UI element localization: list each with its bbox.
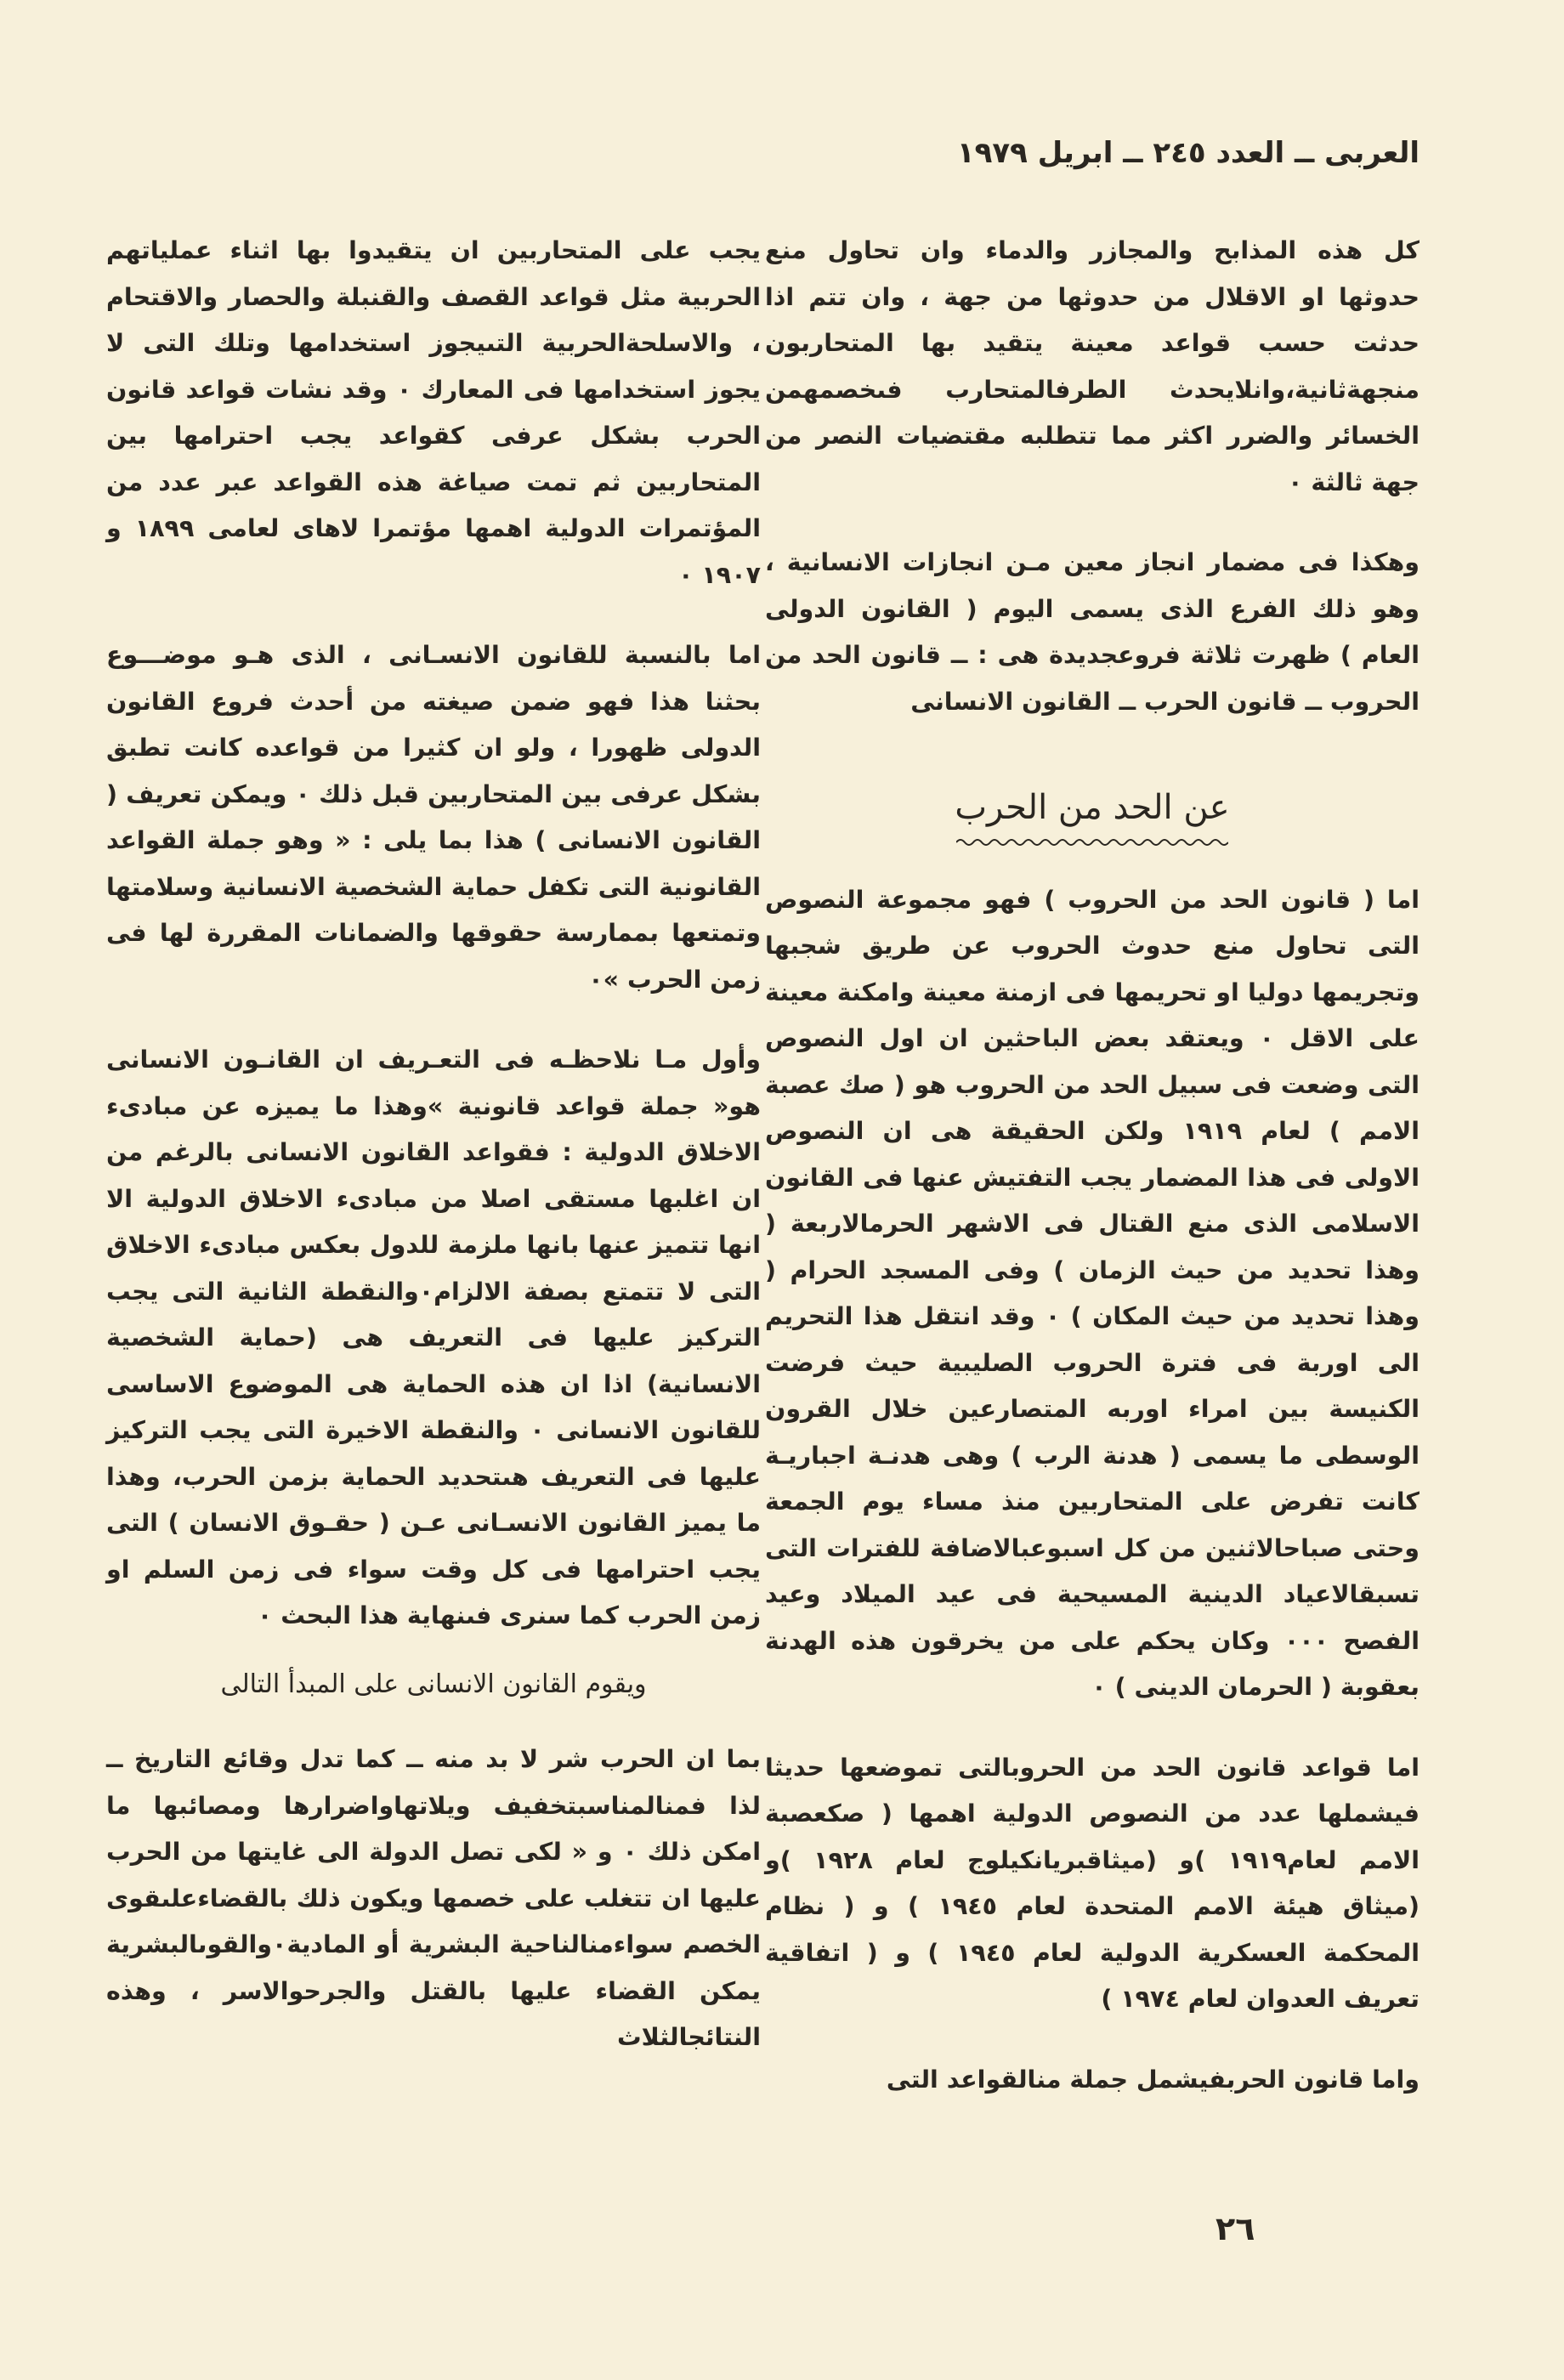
page-number: ٢٦	[1216, 2210, 1255, 2247]
left-paragraph-4: بما ان الحرب شر لا بد منه ــ كما تدل وقائع التاريخ ــ لذا فمنالمناسبتخفيف ويلاتهاواضرارها ومصائبها ما امكن ذلك ٠ و « لكى تصل الدولة الى غايتها من الحرب عليها ان تتغلب على خصمها ويكون ذلك بالقضاءعلىقوى الخصم سواءمنالناحية البشرية أو المادية٠والقوىالبشرية يمكن القضاء عليها بالقتل والجرحوالاسر ، وهذه النتائجالثلاث	[106, 1745, 761, 2051]
left-column	[106, 228, 761, 2095]
right-paragraph-1: كل هذه المذابح والمجازر والدماء وان تحاول منع حدوثها او الاقلال من حدوثها من جهة ، وان تتم اذا حدثت حسب قواعد معينة يتقيد بها المتحاربون منجهةثانية،وانلايحدث الطرفالمتحارب فىخصمهمن الخسائر والضرر اكثر مما تتطلبه مقتضيات النصر من جهة ثالثة ٠	[765, 236, 1420, 496]
right-paragraph-3: اما ( قانون الحد من الحروب ) فهو مجموعة النصوص التى تحاول منع حدوث الحروب عن طريق شجبها وتجريمها دوليا او تحريمها فى ازمنة معينة وامكنة معينة على الاقل ٠ ويعتقد بعض الباحثين ان اول النصوص التى وضعت فى سبيل الحد من الحروب هو ( صك عصبة الامم ) لعام ١٩١٩ ولكن الحقيقة هى ان النصوص الاولى فى هذا المضمار يجب التفتيش عنها فى القانون الاسلامى الذى منع القتال فى الاشهر الحرمالاربعة ( وهذا تحديد من حيث الزمان ) وفى المسجد الحرام ( وهذا تحديد من حيث المكان ) ٠ وقد انتقل هذا التحريم الى اوربة فى فترة الحروب الصليبية حيث فرضت الكنيسة بين امراء اوربه المتصارعين خلال القرون الوسطى ما يسمى ( هدنة الرب ) وهى هدنـة اجباريـة كانت تفرض على المتحاربين منذ مساء يوم الجمعة وحتى صباحالاثنين من كل اسبوعبالاضافة للفترات التى تسبقالاعياد الدينية المسيحية فى عيد الميلاد وعيد الفصح ٠٠٠ وكان يحكم على من يخرقون هذه الهدنة بعقوبة ( الحرمان الدينى ) ٠	[765, 885, 1420, 1701]
left-paragraph-2: اما بالنسبة للقانون الانسـانى ، الذى هـو موضـــوع بحثنا هذا فهو ضمن صيغته من أحدث فروع القانون الدولى ظهورا ، ولو ان كثيرا من قواعده كانت تطبق بشكل عرفى بين المتحاربين قبل ذلك ٠ ويمكن تعريف ( القانون الانسانى ) هذا بما يلى : « وهو جملة القواعد القانونية التى تكفل حماية الشخصية الانسانية وسلامتها وتمتعها بممارسة حقوقها والضمانات المقررة لها فى زمن الحرب »٠	[106, 641, 761, 994]
principle-subheading: ويقوم القانون الانسانى على المبدأ التالى	[220, 1669, 647, 1699]
right-column	[765, 228, 1420, 2137]
right-paragraph-4: اما قواعد قانون الحد من الحروبالتى تموضعها حديثا فيشملها عدد من النصوص الدولية اهمها ( صكعصبة الامم لعام١٩١٩ )و (ميثاقبريانكيلوج لعام ١٩٢٨ )و (ميثاق هيئة الامم المتحدة لعام ١٩٤٥ ) و ( نظام المحكمة العسكرية الدولية لعام ١٩٤٥ ) و ( اتفاقية تعريف العدوان لعام ١٩٧٤ )	[765, 1753, 1420, 2013]
left-paragraph-3: وأول مـا نلاحظـه فى التعـريف ان القانـون الانسانى هو« جملة قواعد قانونية »وهذا ما يميزه عن مبادىء الاخلاق الدولية : فقواعد القانون الانسانى بالرغم من ان اغلبها مستقى اصلا من مبادىء الاخلاق الدولية الا انها تتميز عنها بانها ملزمة للدول بعكس مبادىء الاخلاق التى لا تتمتع بصفة الالزام٠والنقطة الثانية التى يجب التركيز عليها فى التعريف هى (حماية الشخصية الانسانية) اذا ان هذه الحماية هى الموضوع الاساسى للقانون الانسانى ٠ والنقطة الاخيرة التى يجب التركيز عليها فى التعريف هىتحديد الحماية بزمن الحرب، وهذا ما يميز القانون الانسـانى عـن ( حقـوق الانسان ) التى يجب احترامها فى كل وقت سواء فى زمن السلم او زمن الحرب كما سنرى فىنهاية هذا البحث ٠	[106, 1046, 762, 1629]
wavy-underline-ornament	[956, 836, 1228, 848]
right-paragraph-5: واما قانون الحربفيشمل جملة منالقواعد التى	[886, 2065, 1420, 2094]
left-paragraph-1: يجب على المتحاربين ان يتقيدوا بها اثناء عملياتهم الحربية مثل قواعد القصف والقنبلة والحصار والاقتحام ، والاسلحةالحربية التىيجوز استخدامها وتلك التى لا يجوز استخدامها فى المعارك ٠ وقد نشات قواعد قانون الحرب بشكل عرفى كقواعد يجب احترامها بين المتحاربين ثم تمت صياغة هذه القواعد عبر عدد من المؤتمرات الدولية اهمها مؤتمرا لاهاى لعامى ١٨٩٩ و ١٩٠٧ ٠	[106, 236, 762, 589]
section-title: عن الحد من الحرب	[955, 788, 1230, 827]
right-paragraph-2: وهكذا فى مضمار انجاز معين مـن انجازات الانسانية ، وهو ذلك الفرع الذى يسمى اليوم ( القانون الدولى العام ) ظهرت ثلاثة فروعجديدة هى : ــ قانون الحد من الحروب ــ قانون الحرب ــ القانون الانسانى	[765, 548, 1420, 716]
running-header: العربى ــ العدد ٢٤٥ ــ ابريل ١٩٧٩	[956, 136, 1420, 170]
